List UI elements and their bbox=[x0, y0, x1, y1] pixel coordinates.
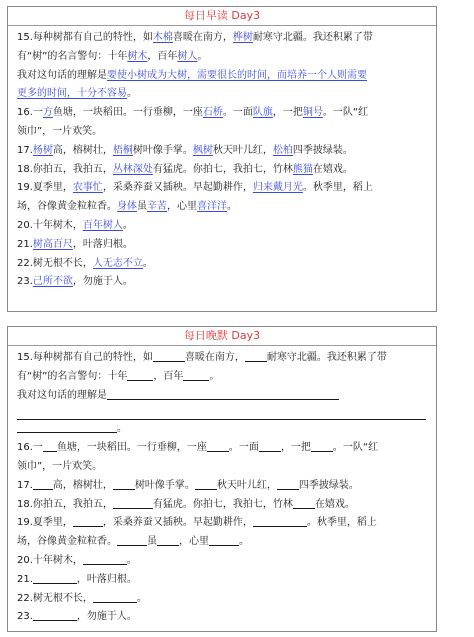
answer-blank[interactable] bbox=[127, 369, 153, 381]
text-segment: 。一面 bbox=[222, 107, 253, 119]
text-segment: ，叶落归根。 bbox=[76, 573, 137, 585]
text-segment: 。秋季里，稻上 bbox=[302, 182, 373, 194]
text-segment: 场，谷像黄金粒粒香。 bbox=[17, 201, 117, 213]
text-line bbox=[17, 477, 430, 496]
text-segment: 有猛虎。你拍七，我拍七，竹林 bbox=[152, 163, 293, 175]
text-line bbox=[17, 349, 430, 368]
text-segment: 。一面 bbox=[228, 442, 259, 454]
text-line bbox=[17, 420, 430, 439]
answer-blank[interactable] bbox=[277, 478, 299, 490]
text-segment: 耐寒守北疆。我还积累了带 bbox=[266, 352, 387, 363]
answer-blank[interactable] bbox=[93, 591, 137, 603]
text-segment: 耐寒守北疆。我还积累了带 bbox=[252, 32, 373, 43]
text-segment: ，百年 bbox=[147, 50, 178, 62]
text-segment: 领巾”，一片欢笑。 bbox=[17, 460, 103, 472]
text-segment: ，采桑养蚕又插秧。早起勤耕作， bbox=[102, 182, 253, 194]
text-line bbox=[17, 608, 430, 627]
text-segment: 虽 bbox=[137, 201, 147, 213]
text-segment: 。 bbox=[197, 50, 208, 62]
text-segment: 。 bbox=[127, 88, 137, 100]
answer-text: 喜洋洋 bbox=[197, 201, 227, 213]
answer-blank[interactable] bbox=[107, 388, 339, 400]
text-segment: 18.你拍五，我拍五， bbox=[17, 498, 113, 510]
text-line bbox=[17, 48, 430, 67]
text-line bbox=[17, 236, 430, 255]
answer-blank[interactable] bbox=[245, 350, 267, 362]
text-segment: 在嬉戏。 bbox=[314, 498, 355, 510]
text-line bbox=[17, 198, 430, 217]
text-segment: 高，榕树壮， bbox=[52, 144, 113, 156]
answer-text: 铜号 bbox=[302, 107, 323, 119]
answer-text: 队旗 bbox=[252, 107, 273, 119]
text-segment: 。一队“红 bbox=[322, 107, 369, 119]
text-segment: 场，谷像黄金粒粒香。 bbox=[17, 536, 117, 548]
text-segment: 23. bbox=[17, 276, 33, 288]
text-segment: ，百年 bbox=[153, 370, 184, 382]
answer-blank[interactable] bbox=[117, 534, 147, 546]
answer-blank[interactable] bbox=[293, 497, 315, 509]
answer-blank[interactable] bbox=[207, 440, 229, 452]
answer-text: 要使小树成为大树，需要很长的时间，而培养一个人则需要 bbox=[107, 69, 367, 81]
answer-text: 树木 bbox=[127, 50, 148, 62]
text-segment: 高，榕树壮， bbox=[52, 479, 113, 491]
text-line bbox=[17, 273, 430, 292]
text-segment: 四季披绿装。 bbox=[292, 144, 353, 156]
answer-text: 石桥 bbox=[202, 107, 223, 119]
text-segment: 17. bbox=[17, 479, 33, 491]
text-segment: 。 bbox=[136, 592, 147, 604]
text-line bbox=[17, 179, 430, 198]
text-segment: 16.一 bbox=[17, 107, 43, 119]
text-segment: 20.十年树木， bbox=[17, 554, 83, 566]
text-line bbox=[17, 496, 430, 515]
answer-blank[interactable] bbox=[33, 609, 77, 621]
answer-text: 松柏 bbox=[272, 144, 293, 156]
text-line bbox=[17, 590, 430, 609]
answer-text: 农事忙 bbox=[72, 182, 103, 194]
answer-text: 熊猫 bbox=[292, 163, 313, 175]
text-segment: 。 bbox=[117, 423, 127, 435]
text-segment: 。 bbox=[227, 201, 237, 213]
evening-dictation-card bbox=[7, 326, 437, 632]
answer-blank[interactable] bbox=[83, 553, 127, 565]
morning-content bbox=[8, 26, 436, 292]
evening-content bbox=[8, 346, 436, 627]
answer-blank[interactable] bbox=[73, 515, 103, 527]
answer-text: 人无志不立 bbox=[92, 257, 143, 269]
text-line bbox=[17, 104, 430, 123]
text-line bbox=[17, 533, 430, 552]
answer-blank[interactable] bbox=[209, 534, 239, 546]
answer-text: 木棉 bbox=[152, 32, 173, 43]
text-segment: 鱼塘，一块稻田。一行垂柳，一座 bbox=[56, 442, 207, 454]
text-segment: 四季披绿装。 bbox=[298, 479, 359, 491]
text-line bbox=[17, 571, 430, 590]
text-segment: 。 bbox=[142, 257, 153, 269]
text-segment: 23. bbox=[17, 611, 33, 623]
text-segment: 18.你拍五，我拍五， bbox=[17, 163, 113, 175]
text-segment: 22.树无根不长， bbox=[17, 257, 93, 269]
answer-blank[interactable] bbox=[113, 497, 153, 509]
answer-text: 归来戴月光 bbox=[252, 182, 303, 194]
text-segment: ，采桑养蚕又插秧。早起勤耕作， bbox=[102, 517, 253, 529]
text-line bbox=[17, 123, 430, 142]
text-line bbox=[17, 439, 430, 458]
text-segment: ，勿施于人。 bbox=[72, 276, 133, 288]
answer-text: 百年树人 bbox=[82, 219, 123, 231]
text-segment: 。 bbox=[122, 219, 133, 231]
text-line bbox=[17, 387, 430, 406]
answer-text: 树高百尺 bbox=[32, 238, 73, 250]
text-line bbox=[17, 29, 430, 48]
text-segment: 有猛虎。你拍七，我拍七，竹林 bbox=[152, 498, 293, 510]
text-line bbox=[17, 161, 430, 180]
answer-text: 辛苦 bbox=[147, 201, 167, 213]
morning-title: 每日早读 Day3 bbox=[183, 9, 261, 22]
answer-text: 杨树 bbox=[32, 144, 53, 156]
text-segment: 21. bbox=[17, 238, 33, 250]
text-line bbox=[17, 552, 430, 571]
answer-blank[interactable] bbox=[153, 350, 185, 362]
text-segment: 鱼塘，一块稻田。一行垂柳，一座 bbox=[52, 107, 203, 119]
text-line bbox=[17, 368, 430, 387]
text-line bbox=[17, 405, 430, 420]
answer-blank[interactable] bbox=[33, 572, 77, 584]
text-line bbox=[17, 514, 430, 533]
text-segment: ，叶落归根。 bbox=[72, 238, 133, 250]
answer-blank[interactable] bbox=[259, 440, 281, 452]
text-segment: 树叶像手掌。 bbox=[132, 144, 193, 156]
text-line bbox=[17, 217, 430, 236]
text-segment: 。秋季里，稻上 bbox=[306, 517, 377, 529]
text-segment: 22.树无根不长， bbox=[17, 592, 93, 604]
answer-blank[interactable] bbox=[311, 440, 333, 452]
text-segment: 。 bbox=[126, 554, 137, 566]
text-line bbox=[17, 255, 430, 274]
text-segment: 。 bbox=[209, 370, 220, 382]
text-segment: 我对这句话的理解是 bbox=[17, 389, 107, 401]
answer-text: 更多的时间，十分不容易 bbox=[17, 88, 127, 100]
text-segment: 喜暖在南方， bbox=[172, 32, 233, 43]
text-segment: ，心里 bbox=[179, 536, 209, 548]
text-segment: 虽 bbox=[147, 536, 157, 548]
text-segment: ，一把 bbox=[272, 107, 303, 119]
answer-text: 桦树 bbox=[232, 32, 253, 43]
text-segment: 19.夏季里， bbox=[17, 182, 73, 194]
text-segment: 15.每种树都有自己的特性，如 bbox=[17, 32, 153, 43]
answer-blank[interactable] bbox=[253, 515, 307, 527]
text-segment: 在嬉戏。 bbox=[312, 163, 353, 175]
text-segment: 15.每种树都有自己的特性，如 bbox=[17, 352, 153, 363]
text-segment: 20.十年树木， bbox=[17, 219, 83, 231]
answer-blank[interactable] bbox=[183, 369, 209, 381]
text-segment: 有“树”的名言警句：十年 bbox=[17, 370, 128, 382]
text-segment: 19.夏季里， bbox=[17, 517, 73, 529]
text-segment: 秋天叶儿红， bbox=[216, 479, 277, 491]
answer-blank[interactable] bbox=[195, 478, 217, 490]
answer-blank[interactable] bbox=[113, 478, 135, 490]
answer-text: 枫树 bbox=[192, 144, 213, 156]
text-segment: 秋天叶儿红， bbox=[212, 144, 273, 156]
evening-title: 每日晚默 Day3 bbox=[183, 329, 261, 342]
text-line bbox=[17, 458, 430, 477]
text-segment: ，一把 bbox=[280, 442, 311, 454]
answer-blank-line[interactable] bbox=[17, 405, 426, 420]
text-segment: 领巾”，一片欢笑。 bbox=[17, 125, 103, 137]
morning-reading-card bbox=[7, 6, 437, 312]
text-line bbox=[17, 142, 430, 161]
answer-blank[interactable] bbox=[17, 421, 117, 433]
answer-text: 己所不欲 bbox=[32, 276, 73, 288]
answer-text: 梧桐 bbox=[112, 144, 133, 156]
text-segment: 16.一 bbox=[17, 442, 43, 454]
answer-text: 树人 bbox=[177, 50, 198, 62]
answer-text: 身体 bbox=[117, 201, 137, 213]
answer-text: 方 bbox=[42, 107, 53, 119]
text-segment: 21. bbox=[17, 573, 33, 585]
text-line bbox=[17, 67, 430, 86]
answer-blank[interactable] bbox=[43, 440, 57, 452]
text-segment: 有“树”的名言警句：十年 bbox=[17, 50, 128, 62]
text-segment: 树叶像手掌。 bbox=[134, 479, 195, 491]
text-segment: 。一队“红 bbox=[332, 442, 379, 454]
text-segment: 喜暖在南方， bbox=[184, 352, 245, 363]
answer-text: 丛林深处 bbox=[112, 163, 153, 175]
text-line bbox=[17, 85, 430, 104]
text-segment: 我对这句话的理解是 bbox=[17, 69, 107, 81]
text-segment: 。 bbox=[239, 536, 249, 548]
text-segment: 17. bbox=[17, 144, 33, 156]
text-segment: ，勿施于人。 bbox=[76, 611, 137, 623]
answer-blank[interactable] bbox=[33, 478, 53, 490]
answer-blank[interactable] bbox=[157, 534, 179, 546]
text-segment: ，心里 bbox=[167, 201, 197, 213]
